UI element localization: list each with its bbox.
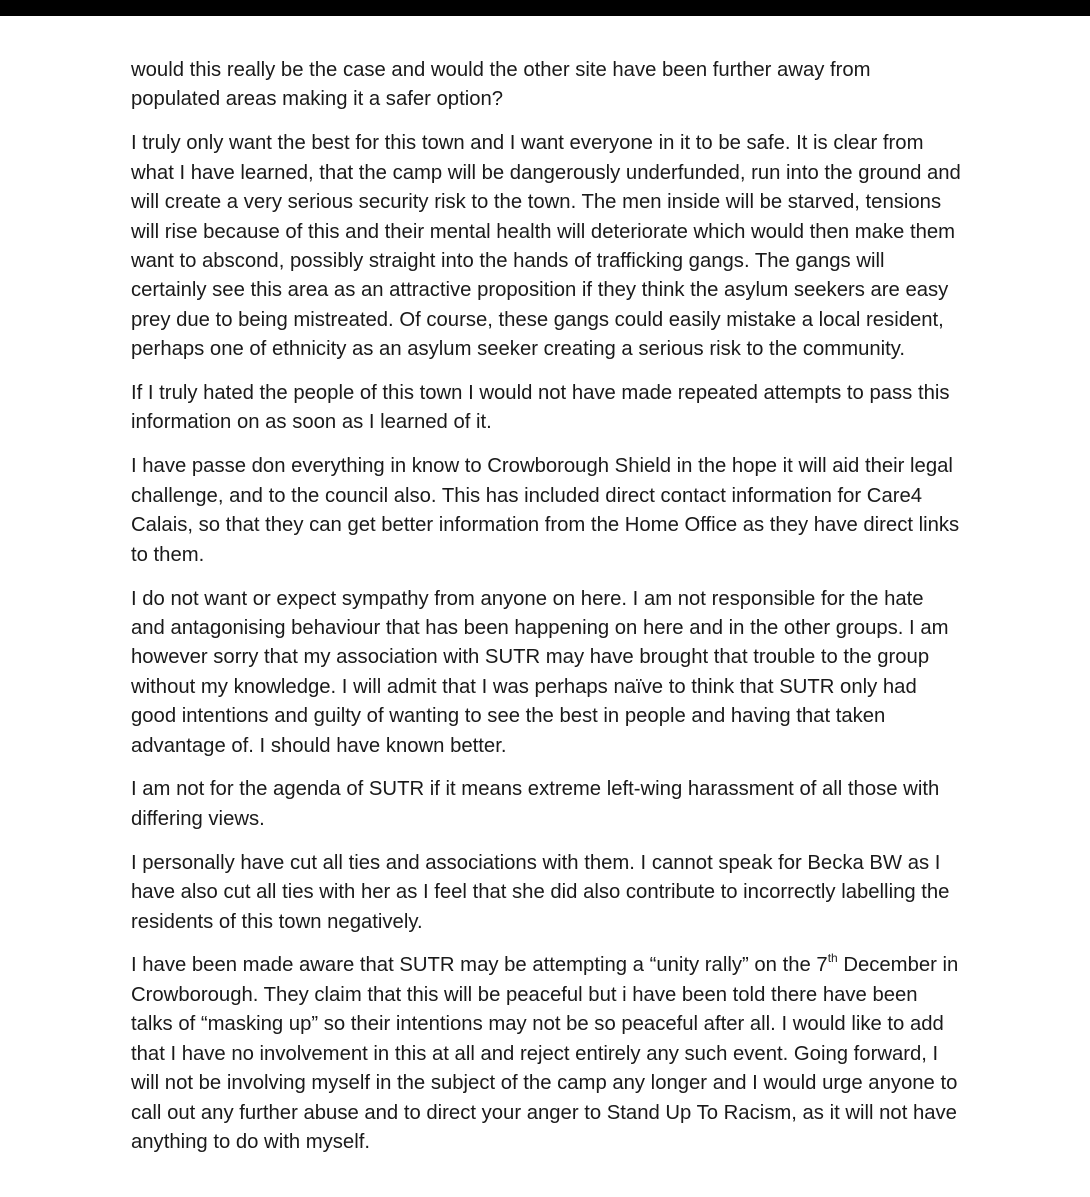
paragraph-4: I have passe don everything in know to Crowborough Shield in the hope it will aid their legal challenge, and to the council also. This has included direct contact information for Care4 Calais, so that they can get better information from the Home Office as they have direct links to them. bbox=[131, 455, 960, 566]
paragraph-8-end: December in Crowborough. They claim that this will be peaceful but i have been told there have been talks of “masking up” so their intentions may not be so peaceful after all. I would like to add that I have no involvement in this at all and reject entirely any such event. Going forward, I will not be involving myself in the subject of the camp any longer and I would urge anyone to call out any further abuse and to direct your anger to Stand Up To Racism, as it will not have anything to do with myself. bbox=[131, 954, 959, 1153]
paragraph-7: I personally have cut all ties and associations with them. I cannot speak for Becka BW as I have also cut all ties with her as I feel that she did also contribute to incorrectly labelling the residents of this town negatively. bbox=[131, 851, 950, 933]
top-bar bbox=[0, 0, 1090, 16]
paragraph-2: I truly only want the best for this town and I want everyone in it to be safe. It is clear from what I have learned, that the camp will be dangerously underfunded, run into the ground and will create a very serious security risk to the town. The men inside will be starved, tensions will rise because of this and their mental health will deteriorate which would then make them want to abscond, possibly straight into the hands of trafficking gangs. The gangs will certainly see this area as an attractive proposition if they think the asylum seekers are easy prey due to being mistreated. Of course, these gangs could easily mistake a local resident, perhaps one of ethnicity as an asylum seeker creating a serious risk to the community. bbox=[131, 132, 961, 361]
paragraph-8 bbox=[131, 951, 961, 1157]
ordinal-suffix: th bbox=[827, 951, 838, 966]
paragraph-5: I do not want or expect sympathy from anyone on here. I am not responsible for the hate and antagonising behaviour that has been happening on here and in the other groups. I am however sorry that my association with SUTR may have brought that trouble to the group without my knowledge. I will admit that I was perhaps naïve to think that SUTR only had good intentions and guilty of wanting to see the best in people and having that taken advantage of. I should have known better. bbox=[131, 587, 949, 757]
paragraph-3: If I truly hated the people of this town I would not have made repeated attempts to pass this information on as soon as I learned of it. bbox=[131, 382, 950, 434]
paragraph-1: would this really be the case and would the other site have been further away from populated areas making it a safer option? bbox=[131, 59, 871, 111]
document-body bbox=[131, 56, 961, 1172]
paragraph-8-start: I have been made aware that SUTR may be attempting a “unity rally” on the 7 bbox=[131, 954, 828, 977]
paragraph-6: I am not for the agenda of SUTR if it means extreme left-wing harassment of all those with differing views. bbox=[131, 778, 940, 830]
